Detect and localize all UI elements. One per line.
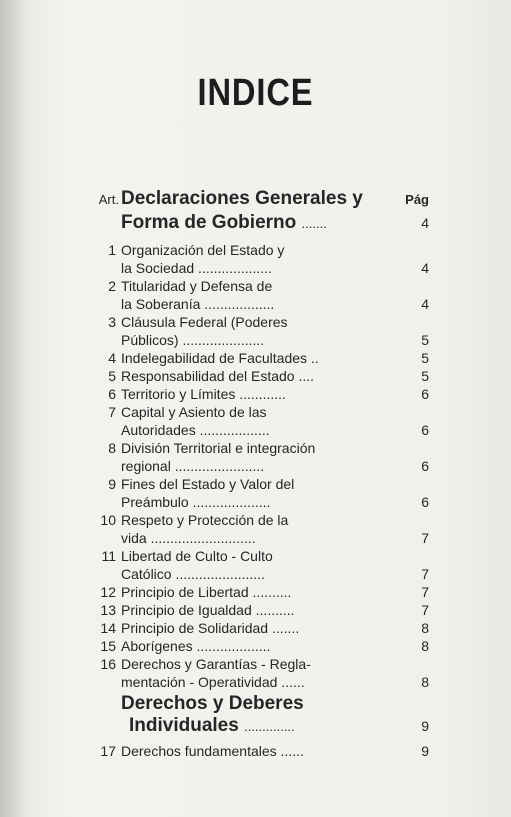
entry-title-continuation: Autoridades .................. [121,422,270,438]
table-of-contents [88,187,433,760]
article-number: 1 [108,242,116,258]
toc-entry [88,241,433,259]
entry-title: Fines del Estado y Valor del [121,476,295,492]
entry-title-continuation: mentación - Operatividad ...... [121,674,305,690]
page-number: 9 [421,743,429,759]
page-number: 5 [421,368,429,384]
leader-dots: .............. [244,719,295,734]
entry-title: Principio de Libertad .......... [121,584,292,600]
page-number: 7 [421,584,429,600]
art-column-label: Art. [98,192,119,207]
entry-title: Respeto y Protección de la [121,512,289,528]
section-title-line2: Forma de Gobierno [121,212,297,233]
toc-entry-continuation [88,259,433,277]
page-edge-shadow [0,0,30,817]
toc-entry-continuation [88,331,433,349]
entry-title-continuation: vida ........................... [121,530,256,546]
toc-entry [88,349,433,367]
page-number: 7 [421,602,429,618]
section2-title-line1: Derechos y Deberes [121,693,304,714]
toc-entry [88,547,433,565]
article-number: 14 [100,620,116,636]
entry-title-continuation: regional ....................... [121,458,265,474]
entry-list [88,241,433,691]
section-title-line1: Declaraciones Generales y [121,188,363,209]
article-number: 16 [100,656,116,672]
toc-entry-continuation [88,493,433,511]
toc-entry [88,277,433,295]
entry-title: Capital y Asiento de las [121,404,267,420]
toc-entry-continuation [88,421,433,439]
article-number: 4 [108,350,116,366]
article-number: 15 [100,638,116,654]
entry-title: Aborígenes ................... [121,638,271,654]
page-number: 8 [421,638,429,654]
pag-column-label: Pág [405,192,429,207]
article-number: 10 [100,512,116,528]
page-number: 7 [421,566,429,582]
section-header-row [88,715,433,738]
section-header-row [88,187,433,211]
entry-title: Cláusula Federal (Poderes [121,314,288,330]
article-number: 8 [108,440,116,456]
article-number: 5 [108,368,116,384]
article-number: 17 [100,743,116,759]
entry-title: Derechos fundamentales ...... [121,743,304,759]
entry-title-continuation: Públicos) ..................... [121,332,265,348]
section-header-row [88,211,433,235]
page-number: 6 [421,386,429,402]
page-number: 8 [421,674,429,690]
page-number: 8 [421,620,429,636]
entry-title-continuation: la Soberanía .................. [121,296,275,312]
page-number: 4 [421,260,429,276]
section-header-row [88,693,433,715]
article-number: 3 [108,314,116,330]
article-number: 9 [108,476,116,492]
entry-title: Principio de Igualdad .......... [121,602,295,618]
article-number: 6 [108,386,116,402]
entry-title: Indelegabilidad de Facultades .. [121,350,319,366]
section2-title-line2: Individuales [129,715,239,736]
entry-title-continuation: la Sociedad ................... [121,260,272,276]
entry-title-continuation: Católico ....................... [121,566,265,582]
entry-title: Territorio y Límites ............ [121,386,286,402]
page-number: 4 [421,296,429,312]
toc-entry [88,601,433,619]
page-number: 5 [421,350,429,366]
entry-title: Derechos y Garantías - Regla- [121,656,311,672]
page-title: INDICE [197,72,314,114]
page-number: 6 [421,458,429,474]
entry-title: Titularidad y Defensa de [121,278,273,294]
toc-entry-continuation [88,529,433,547]
toc-entry [88,655,433,673]
page-number: 9 [421,718,429,734]
toc-entry [88,637,433,655]
toc-entry [88,439,433,457]
toc-entry [88,475,433,493]
article-number: 2 [108,278,116,294]
leader-dots: ....... [301,216,327,231]
page-number: 5 [421,332,429,348]
page-number: 4 [421,215,429,231]
page-number: 6 [421,422,429,438]
entry-title: Principio de Solidaridad ....... [121,620,300,636]
toc-entry-continuation [88,565,433,583]
toc-entry [88,583,433,601]
entry-title-continuation: Preámbulo .................... [121,494,271,510]
article-number: 13 [100,602,116,618]
article-number: 7 [108,404,116,420]
toc-entry-continuation [88,295,433,313]
entry-list [88,742,433,760]
article-number: 11 [101,548,116,564]
toc-entry [88,367,433,385]
toc-entry [88,403,433,421]
entry-title: Organización del Estado y [121,242,285,258]
toc-entry [88,742,433,760]
toc-entry [88,313,433,331]
toc-entry-continuation [88,673,433,691]
toc-entry [88,619,433,637]
page-number: 7 [421,530,429,546]
toc-entry [88,511,433,529]
entry-title: Responsabilidad del Estado .... [121,368,315,384]
page-number: 6 [421,494,429,510]
toc-entry [88,385,433,403]
entry-title: Libertad de Culto - Culto [121,548,273,564]
article-number: 12 [100,584,116,600]
toc-entry-continuation [88,457,433,475]
entry-title: División Territorial e integración [121,440,316,456]
